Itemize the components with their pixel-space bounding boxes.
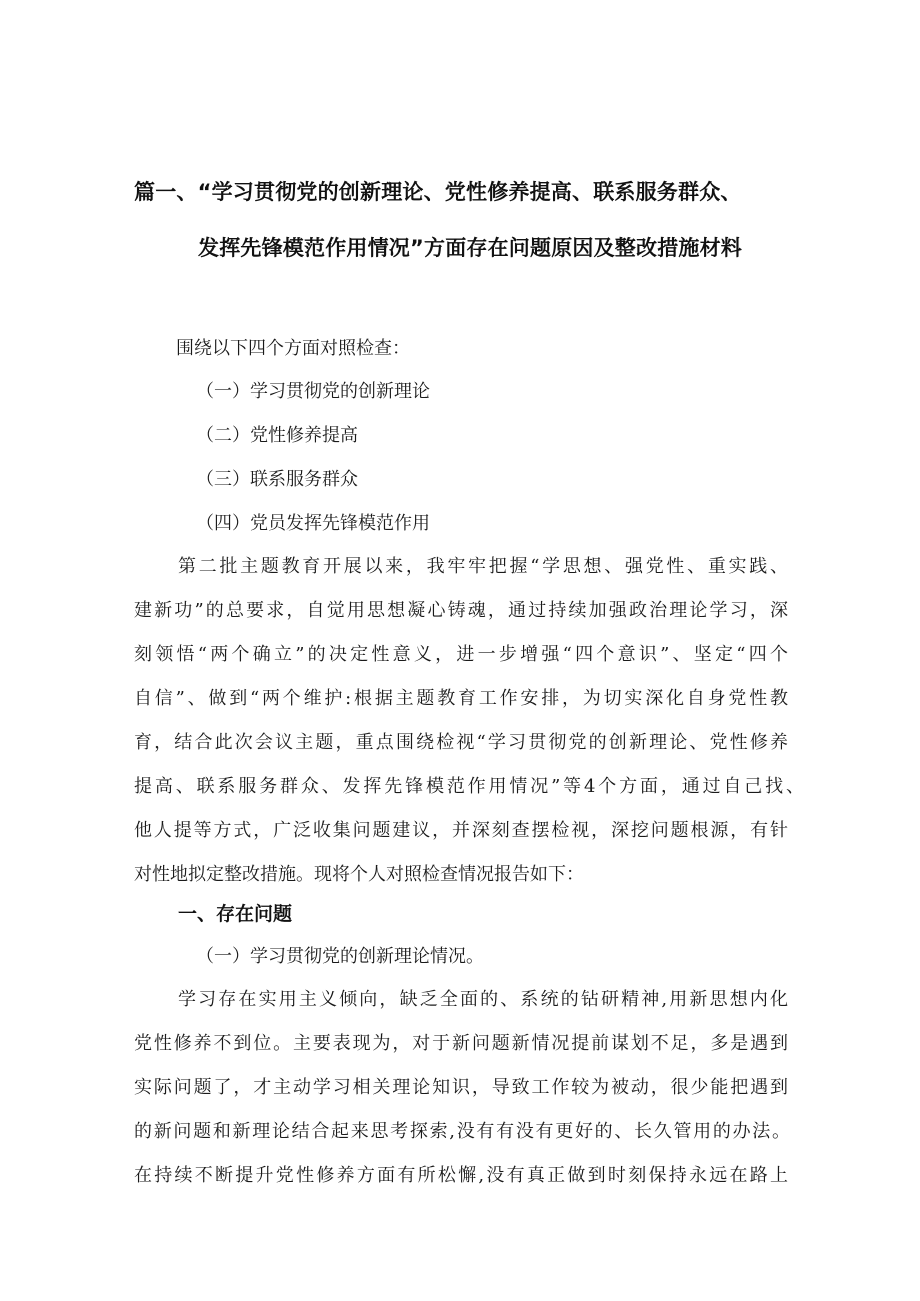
paragraph-2-line-1: 学习存在实用主义倾向，缺乏全面的、系统的钻研精神,用新思想内化 [178,989,788,1010]
paragraph-1-line-5: 育，结合此次会议主题，重点围绕检视“学习贯彻党的创新理论、党性修养 [134,732,788,753]
subsection-1-heading: （一）学习贯彻党的创新理论情况。 [196,946,484,967]
paragraph-2-line-5: 在持续不断提升党性修养方面有所松懈,没有真正做到时刻保持永远在路上 [134,1165,788,1186]
paragraph-1-line-3: 刻领悟“两个确立”的决定性意义，进一步增强“四个意识”、坚定“四个 [134,644,788,665]
paragraph-1-line-6: 提高、联系服务群众、发挥先锋模范作用情况”等4个方面，通过自己找、 [134,776,804,797]
paragraph-2-line-2: 党性修养不到位。主要表现为，对于新问题新情况提前谋划不足，多是遇到 [134,1033,788,1054]
document-title-line-1: 篇一、“学习贯彻党的创新理论、党性修养提高、联系服务群众、 [134,180,742,204]
aspect-item-2: （二）党性修养提高 [196,425,358,446]
intro-text: 围绕以下四个方面对照检查： [176,338,410,359]
paragraph-2-line-4: 的新问题和新理论结合起来思考探索,没有有没有更好的、长久管用的办法。 [134,1121,790,1142]
paragraph-1-line-7: 他人提等方式，广泛收集问题建议，并深刻查摆检视，深挖问题根源，有针 [134,820,788,841]
section-1-heading: 一、存在问题 [178,903,293,925]
paragraph-2-line-3: 实际问题了，才主动学习相关理论知识，导致工作较为被动，很少能把遇到 [134,1077,788,1098]
aspect-item-4: （四）党员发挥先锋模范作用 [196,513,430,534]
document-title-line-2: 发挥先锋模范作用情况”方面存在问题原因及整改措施材料 [198,236,742,260]
aspect-item-3: （三）联系服务群众 [196,469,358,490]
paragraph-1-line-4: 自信”、做到“两个维护:根据主题教育工作安排，为切实深化自身党性教 [134,688,788,709]
paragraph-1-line-1: 第二批主题教育开展以来，我牢牢把握“学思想、强党性、重实践、 [178,556,788,577]
paragraph-1-line-8: 对性地拟定整改措施。现将个人对照检查情况报告如下： [134,864,584,885]
aspect-item-1: （一）学习贯彻党的创新理论 [196,381,430,402]
paragraph-1-line-2: 建新功”的总要求，自觉用思想凝心铸魂，通过持续加强政治理论学习，深 [134,600,788,621]
